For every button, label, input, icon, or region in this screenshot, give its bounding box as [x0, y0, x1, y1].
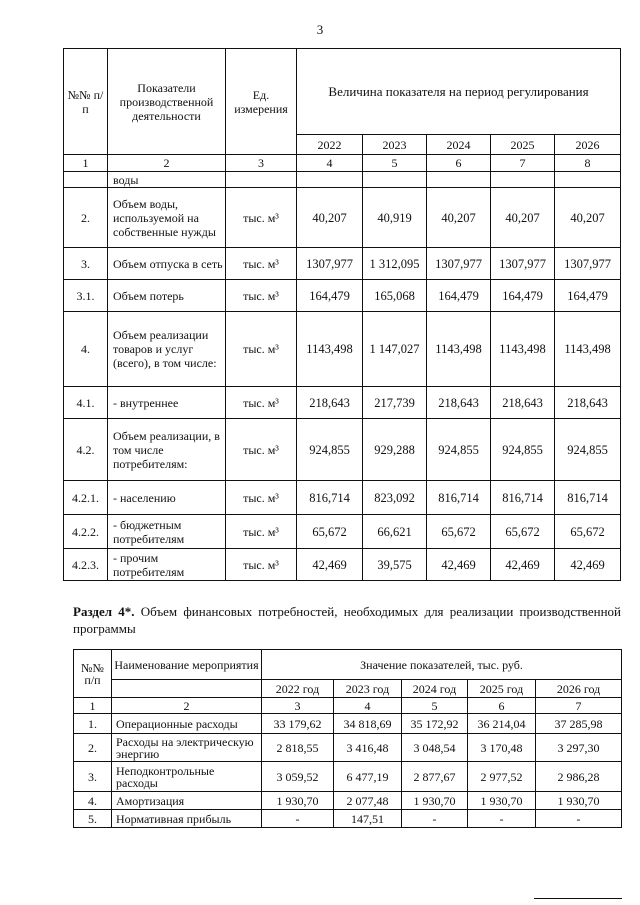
row-value: 1 147,027 — [363, 312, 427, 387]
row-num: 4.2. — [64, 419, 108, 481]
table-row — [74, 792, 622, 810]
row-num: 5. — [74, 810, 112, 828]
row-num: 4. — [64, 312, 108, 387]
row-unit — [226, 172, 297, 188]
table-row — [64, 481, 621, 515]
row-unit: тыс. м³ — [226, 280, 297, 312]
row-value: 164,479 — [555, 280, 621, 312]
row-value: 924,855 — [491, 419, 555, 481]
production-indicators-table — [63, 48, 621, 581]
row-indicator: - населению — [108, 481, 226, 515]
row-value: 164,479 — [491, 280, 555, 312]
row-value: 40,207 — [427, 188, 491, 248]
row-value: 40,207 — [555, 188, 621, 248]
row-value: 1307,977 — [297, 248, 363, 280]
index-cell: 2 — [108, 155, 226, 172]
row-value: 1307,977 — [491, 248, 555, 280]
page-number: 3 — [316, 22, 324, 37]
row-value: 218,643 — [555, 387, 621, 419]
row-value: 1 930,70 — [468, 792, 536, 810]
header-blank — [112, 680, 262, 698]
row-value: - — [468, 810, 536, 828]
row-value: 164,479 — [427, 280, 491, 312]
row-num: 4.2.2. — [64, 515, 108, 549]
row-num: 1. — [74, 714, 112, 734]
row-value: 816,714 — [297, 481, 363, 515]
table-row — [64, 172, 621, 188]
index-cell: 6 — [468, 698, 536, 714]
section-4-text: Объем финансовых потребностей, необходимых для реализации производственной программы — [73, 604, 621, 636]
row-value — [297, 172, 363, 188]
index-cell: 3 — [262, 698, 334, 714]
row-num: 3. — [74, 762, 112, 792]
year-cell: 2026 год — [536, 680, 622, 698]
row-unit: тыс. м³ — [226, 481, 297, 515]
table-row — [64, 248, 621, 280]
row-value: 42,469 — [491, 549, 555, 581]
row-value: 2 877,67 — [402, 762, 468, 792]
year-cell: 2024 — [427, 135, 491, 155]
row-value: 2 077,48 — [334, 792, 402, 810]
row-num: 2. — [64, 188, 108, 248]
row-num: 4.2.3. — [64, 549, 108, 581]
row-value: 33 179,62 — [262, 714, 334, 734]
row-value: 42,469 — [427, 549, 491, 581]
header-value-group: Значение показателей, тыс. руб. — [262, 650, 622, 680]
row-value: 924,855 — [555, 419, 621, 481]
row-unit: тыс. м³ — [226, 515, 297, 549]
row-value — [427, 172, 491, 188]
row-value: 164,479 — [297, 280, 363, 312]
row-value: 34 818,69 — [334, 714, 402, 734]
index-cell: 3 — [226, 155, 297, 172]
row-value: 65,672 — [555, 515, 621, 549]
index-cell: 2 — [112, 698, 262, 714]
row-num: 4.1. — [64, 387, 108, 419]
row-value: 1307,977 — [555, 248, 621, 280]
row-value — [555, 172, 621, 188]
row-value: 1307,977 — [427, 248, 491, 280]
table-row — [74, 762, 622, 792]
header-num: №№ п/п — [64, 49, 108, 155]
row-value: 2 977,52 — [468, 762, 536, 792]
year-cell: 2023 год — [334, 680, 402, 698]
row-value: 37 285,98 — [536, 714, 622, 734]
row-value: 40,919 — [363, 188, 427, 248]
footer-rule — [534, 898, 622, 899]
index-cell: 5 — [402, 698, 468, 714]
row-value: 2 986,28 — [536, 762, 622, 792]
year-cell: 2025 год — [468, 680, 536, 698]
header-value-group: Величина показателя на период регулирования — [297, 49, 621, 135]
table-row — [64, 280, 621, 312]
year-cell: 2023 — [363, 135, 427, 155]
table-row — [64, 387, 621, 419]
row-value: 1 930,70 — [536, 792, 622, 810]
row-value: 924,855 — [297, 419, 363, 481]
row-value: 218,643 — [427, 387, 491, 419]
index-cell: 4 — [297, 155, 363, 172]
row-indicator: воды — [108, 172, 226, 188]
row-value: 1 312,095 — [363, 248, 427, 280]
row-value: 1143,498 — [297, 312, 363, 387]
row-value: 3 416,48 — [334, 734, 402, 762]
row-num: 4.2.1. — [64, 481, 108, 515]
row-indicator: - бюджетным потребителям — [108, 515, 226, 549]
year-cell: 2022 — [297, 135, 363, 155]
row-value: 218,643 — [491, 387, 555, 419]
index-cell: 1 — [74, 698, 112, 714]
table-row — [64, 312, 621, 387]
index-cell: 7 — [536, 698, 622, 714]
header-unit: Ед. измерения — [226, 49, 297, 155]
row-indicator: Объем реализации, в том числе потребителям: — [108, 419, 226, 481]
row-value: 1143,498 — [555, 312, 621, 387]
table-row — [74, 810, 622, 828]
row-value — [491, 172, 555, 188]
index-cell: 5 — [363, 155, 427, 172]
row-value: 217,739 — [363, 387, 427, 419]
row-value: - — [402, 810, 468, 828]
financial-needs-table — [73, 649, 622, 828]
section-4-heading — [73, 603, 621, 637]
index-cell: 6 — [427, 155, 491, 172]
index-cell: 7 — [491, 155, 555, 172]
row-value: 65,672 — [297, 515, 363, 549]
row-value: 823,092 — [363, 481, 427, 515]
row-value: 816,714 — [491, 481, 555, 515]
row-value: - — [536, 810, 622, 828]
row-name: Амортизация — [112, 792, 262, 810]
row-value: 1 930,70 — [262, 792, 334, 810]
row-unit: тыс. м³ — [226, 188, 297, 248]
row-value: 42,469 — [297, 549, 363, 581]
row-value: 3 297,30 — [536, 734, 622, 762]
row-value: 65,672 — [491, 515, 555, 549]
row-value: 2 818,55 — [262, 734, 334, 762]
header-name: Наименование мероприятия — [112, 650, 262, 680]
row-name: Неподконтрольные расходы — [112, 762, 262, 792]
section-4-label: Раздел 4*. — [73, 604, 135, 619]
row-value: 36 214,04 — [468, 714, 536, 734]
row-value — [363, 172, 427, 188]
row-value: 40,207 — [297, 188, 363, 248]
row-value: 3 059,52 — [262, 762, 334, 792]
row-num: 4. — [74, 792, 112, 810]
row-unit: тыс. м³ — [226, 387, 297, 419]
row-value: 816,714 — [555, 481, 621, 515]
table-row — [74, 734, 622, 762]
row-value: 3 170,48 — [468, 734, 536, 762]
row-num: 2. — [74, 734, 112, 762]
row-num: 3.1. — [64, 280, 108, 312]
row-unit: тыс. м³ — [226, 549, 297, 581]
row-value: 35 172,92 — [402, 714, 468, 734]
row-indicator: Объем реализации товаров и услуг (всего), в том числе: — [108, 312, 226, 387]
row-value: 165,068 — [363, 280, 427, 312]
column-index-row — [74, 698, 622, 714]
row-value: 147,51 — [334, 810, 402, 828]
table-row — [64, 515, 621, 549]
row-value: 218,643 — [297, 387, 363, 419]
year-cell: 2025 — [491, 135, 555, 155]
row-name: Расходы на электрическую энергию — [112, 734, 262, 762]
row-value: 1143,498 — [491, 312, 555, 387]
row-value: 924,855 — [427, 419, 491, 481]
row-value: 816,714 — [427, 481, 491, 515]
header-num: №№ п/п — [74, 650, 112, 698]
row-value: 39,575 — [363, 549, 427, 581]
year-cell: 2022 год — [262, 680, 334, 698]
row-value: 929,288 — [363, 419, 427, 481]
row-indicator: Объем воды, используемой на собственные нужды — [108, 188, 226, 248]
row-indicator: Объем отпуска в сеть — [108, 248, 226, 280]
row-value: 1143,498 — [427, 312, 491, 387]
row-indicator: Объем потерь — [108, 280, 226, 312]
year-cell: 2026 — [555, 135, 621, 155]
index-cell: 1 — [64, 155, 108, 172]
row-num — [64, 172, 108, 188]
row-value: 6 477,19 — [334, 762, 402, 792]
row-name: Нормативная прибыль — [112, 810, 262, 828]
table-row — [74, 714, 622, 734]
year-cell: 2024 год — [402, 680, 468, 698]
row-value: 1 930,70 — [402, 792, 468, 810]
table-row — [64, 549, 621, 581]
year-row — [74, 680, 622, 698]
row-num: 3. — [64, 248, 108, 280]
index-cell: 4 — [334, 698, 402, 714]
row-value: 40,207 — [491, 188, 555, 248]
row-value: - — [262, 810, 334, 828]
row-unit: тыс. м³ — [226, 312, 297, 387]
column-index-row — [64, 155, 621, 172]
row-unit: тыс. м³ — [226, 419, 297, 481]
row-value: 42,469 — [555, 549, 621, 581]
row-value: 3 048,54 — [402, 734, 468, 762]
index-cell: 8 — [555, 155, 621, 172]
row-indicator: - прочим потребителям — [108, 549, 226, 581]
table-row — [64, 188, 621, 248]
row-name: Операционные расходы — [112, 714, 262, 734]
header-indicator: Показатели производственной деятельности — [108, 49, 226, 155]
table-row — [64, 419, 621, 481]
row-value: 65,672 — [427, 515, 491, 549]
row-value: 66,621 — [363, 515, 427, 549]
row-unit: тыс. м³ — [226, 248, 297, 280]
row-indicator: - внутреннее — [108, 387, 226, 419]
